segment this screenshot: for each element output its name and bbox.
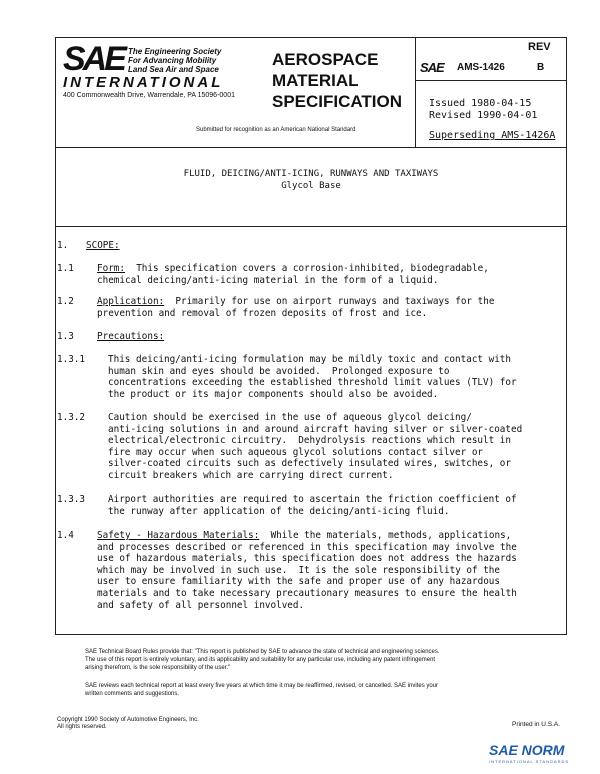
section-number: 1.3.1 [57,354,85,365]
section-text-line: which may be involved in such use. It is the sole responsibility of the [97,564,500,576]
sae-norm-watermark: SAE NORM [489,742,565,758]
section-text-line: silver-coated circuits such as defectively insulated wires, switches, or [108,458,511,470]
section-number: 1.4 [57,530,74,541]
section-text-line: and safety of all personnel involved. [97,599,305,611]
header-divider [56,147,566,148]
section-text-line: circuit breakers which are carrying direct current. [108,470,394,481]
section-text-line: user to ensure familiarity with the safe and proper use of any hazardous [97,576,500,588]
rev-divider [416,80,567,81]
doc-number: AMS-1426 [457,62,505,73]
copyright: Copyright 1990 Society of Automotive Engineers, Inc. All rights reserved. [57,717,199,730]
section-text-line: Airport authorities are required to ascertain the friction coefficient of [108,494,517,505]
doc-prefix: SAE [420,60,444,75]
rev-label: REV [528,41,551,53]
section-text-line: materials and to take necessary precautionary measures to ensure the health [97,588,517,599]
section-number: 1.3.3 [57,494,85,505]
section-heading: Precautions: [97,331,165,342]
section-text-line: This deicing/anti-icing formulation may be mildly toxic and contact with [108,354,511,365]
section-heading: Form: [97,263,125,274]
footer-board-rules: SAE Technical Board Rules provide that: "This report is published by SAE to advance the state of technical and engineering sciences. The use of this report is entirely voluntary, and its applicability and suitability for any particular use, including any patent infringement arising therefrom, is the sole responsibility of the user." [85,649,440,671]
section-text-line: prevention and removal of frozen deposits of frost and ice. [97,307,428,319]
section-text-line: and processes described or referenced in this specification may involve the [97,541,517,553]
revision-letter: B [537,62,545,73]
section-number: 1.2 [57,296,74,307]
section-text-line: concentrations exceeding the established threshold limit values (TLV) for [108,377,517,389]
section-text-line: the product or its major components should also be avoided. [108,388,439,400]
section-text-line: human skin and eyes should be avoided. Prolonged exposure to [108,365,450,377]
section-text-line: use of hazardous materials, this specification does not address the hazards [97,553,517,565]
printed-in: Printed in U.S.A. [512,721,561,728]
issue-dates: Issued 1980-04-15 Revised 1990-04-01 [429,98,538,121]
section-heading: SCOPE: [86,240,120,251]
footer-review-note: SAE reviews each technical report at least every five years at which time it may be reaffirmed, revised, or cancelled. SAE invites your written comments and suggestions. [85,683,439,697]
title-divider [56,226,566,227]
section-text-line: chemical deicing/anti-icing material in the form of a liquid. [97,274,439,286]
section-text-line: Caution should be exercised in the use of aqueous glycol deicing/ [108,412,472,423]
sae-logo: SAE [63,40,124,78]
org-address: 400 Commonwealth Drive, Warrendale, PA 15096-0001 [63,92,235,99]
section-text-line: electrical/electronic circuitry. Dehydrolysis reactions which result in [108,435,511,447]
org-international: INTERNATIONAL [63,74,224,91]
section-text-line: This specification covers a corrosion-inhibited, biodegradable, [125,263,489,274]
section-text-line: While the materials, methods, applications, [259,530,512,541]
section-text-line: anti-icing solutions in and around aircraft having silver or silver-coated [108,423,523,435]
org-tagline: The Engineering Society For Advancing Mobility Land Sea Air and Space [128,47,222,74]
section-number: 1. [57,240,69,251]
watermark-subtitle: INTERNATIONAL STANDARDS [489,759,570,764]
section-heading: Safety - Hazardous Materials: [97,530,260,541]
document-title: FLUID, DEICING/ANTI-ICING, RUNWAYS AND TAXIWAYS Glycol Base [183,169,439,191]
section-number: 1.3 [57,331,74,342]
doc-type-title: AEROSPACE MATERIAL SPECIFICATION [272,50,403,111]
section-number: 1.3.2 [57,412,85,423]
superseding: Superseding AMS-1426A [429,130,556,141]
section-heading: Application: [97,296,165,307]
section-number: 1.1 [57,263,74,274]
rev-column-divider [415,38,416,147]
section-text-line: fire may occur when such aqueous glycol solutions contact silver or [108,446,484,458]
submitted-note: Submitted for recognition as an American National Standard [196,127,356,133]
section-text-line: the runway after application of the deicing/anti-icing fluid. [108,505,450,517]
section-text-line: Primarily for use on airport runways and taxiways for the [164,296,495,307]
